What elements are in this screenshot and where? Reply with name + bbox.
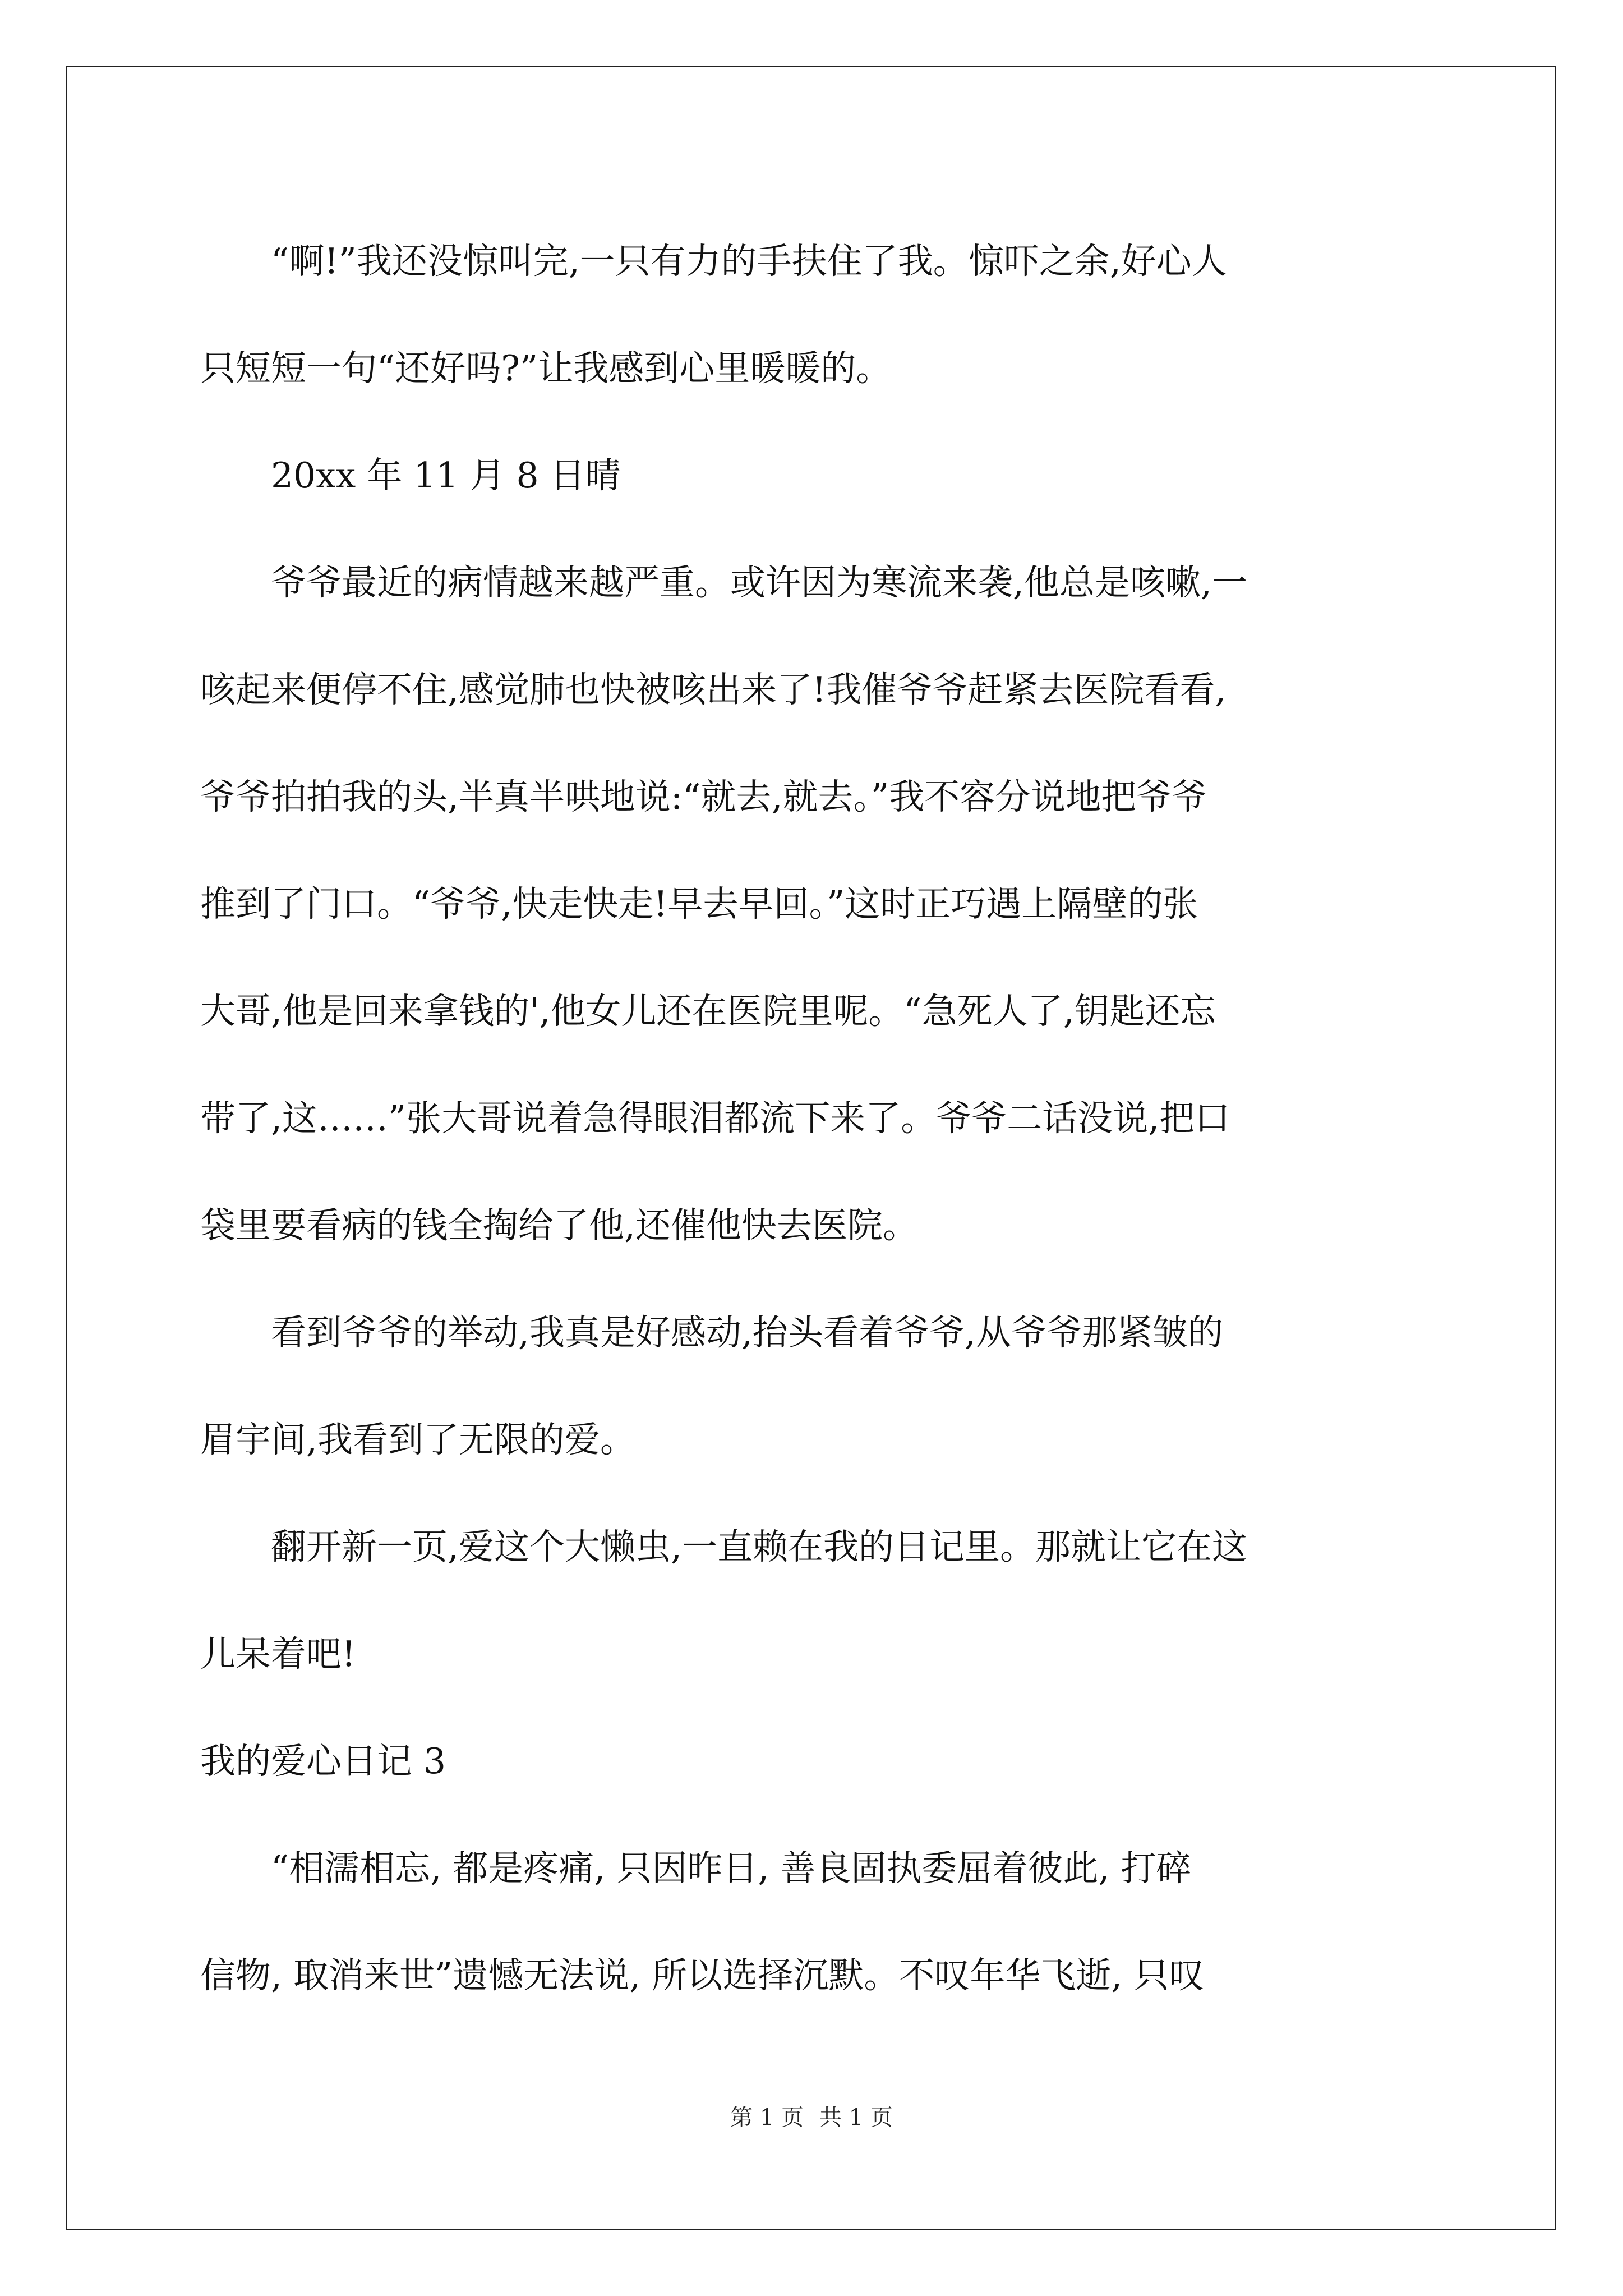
- text-line: 咳起来便停不住,感觉肺也快被咳出来了!我催爷爷赶紧去医院看看,: [200, 669, 1227, 710]
- heading-text: 我的爱心日记 3: [200, 1741, 446, 1782]
- text-line: 爷爷拍拍我的头,半真半哄地说:“就去,就去。”我不容分说地把爷爷: [200, 776, 1207, 817]
- text-line: 看到爷爷的举动,我真是好感动,抬头看着爷爷,从爷爷那紧皱的: [271, 1312, 1224, 1353]
- text-line: 爷爷最近的病情越来越严重。或许因为寒流来袭,他总是咳嗽,一: [271, 562, 1248, 603]
- page-total: 共 1 页: [819, 2105, 893, 2131]
- section-heading: [200, 1708, 1437, 1815]
- paragraph: [200, 1279, 1437, 1493]
- text-line: 儿呆着吧!: [200, 1634, 356, 1674]
- paragraph: [200, 1815, 1437, 2029]
- text-line: 只短短一句“还好吗?”让我感到心里暖暖的。: [200, 348, 892, 389]
- text-line: 带了,这……”张大哥说着急得眼泪都流下来了。爷爷二话没说,把口: [200, 1098, 1230, 1139]
- document-body: [200, 208, 1437, 2029]
- date-line: [200, 422, 1437, 529]
- text-line: 推到了门口。“爷爷,快走快走!早去早回。”这时正巧遇上隔壁的张: [200, 884, 1198, 924]
- text-line: 翻开新一页,爱这个大懒虫,一直赖在我的日记里。那就让它在这: [271, 1526, 1248, 1567]
- page-number: 第 1 页: [730, 2105, 804, 2131]
- paragraph: [200, 1493, 1437, 1708]
- text-line: “啊!”我还没惊叫完,一只有力的手扶住了我。惊吓之余,好心人: [271, 241, 1227, 282]
- text-line: 20xx 年 11 月 8 日晴: [271, 455, 621, 496]
- text-line: “相濡相忘, 都是疼痛, 只因昨日, 善良固执委屈着彼此, 打碎: [271, 1848, 1192, 1889]
- text-line: 袋里要看病的钱全掏给了他,还催他快去医院。: [200, 1205, 919, 1246]
- text-line: 信物, 取消来世”遗憾无法说, 所以选择沉默。不叹年华飞逝, 只叹: [200, 1955, 1205, 1996]
- text-line: 大哥,他是回来拿钱的',他女儿还在医院里呢。“急死人了,钥匙还忘: [200, 991, 1216, 1032]
- text-line: 眉宇间,我看到了无限的爱。: [200, 1419, 636, 1460]
- page-footer: [0, 2104, 1623, 2132]
- paragraph: [200, 529, 1437, 1279]
- paragraph: [200, 208, 1437, 422]
